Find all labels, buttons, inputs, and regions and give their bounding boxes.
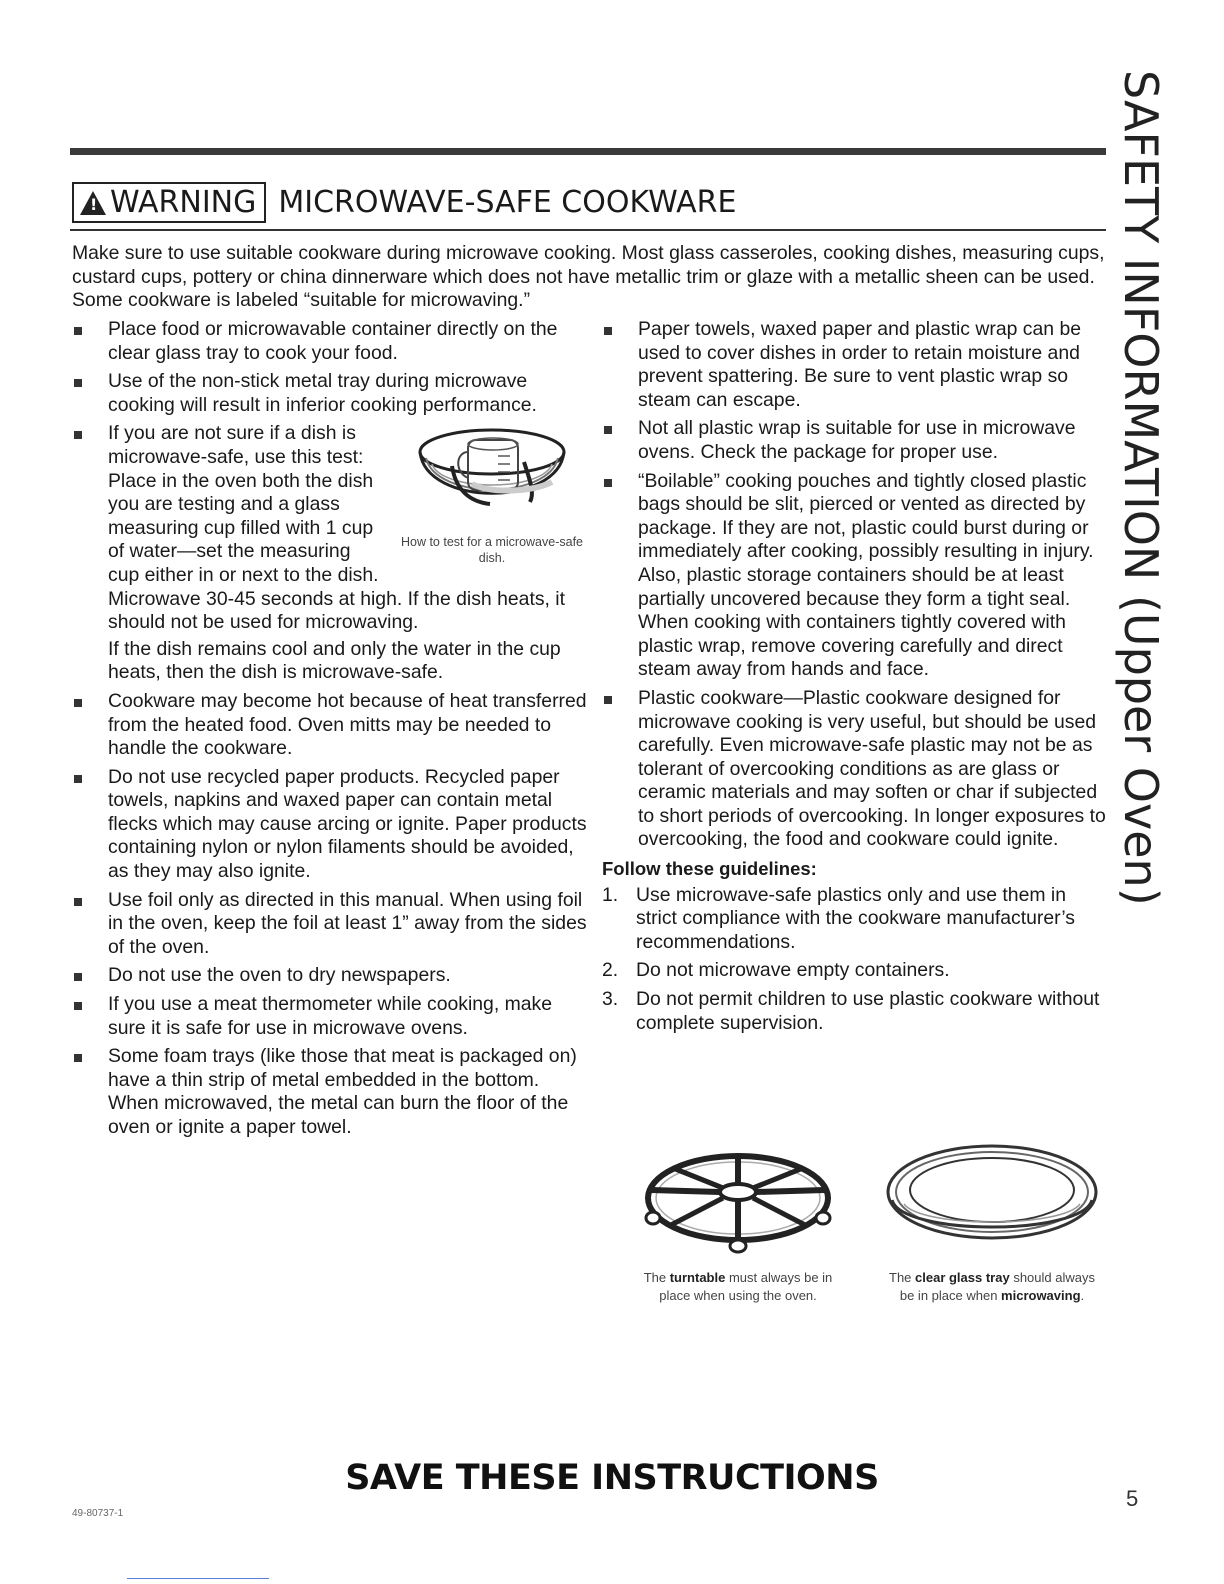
heading-rule: [70, 229, 1106, 231]
dish-test-followup: If the dish remains cool and only the water in the cup heats, then the dish is microwave-safe.: [108, 637, 561, 684]
list-item: Use of the non-stick metal tray during microwave cooking will result in inferior cooking performance.: [72, 370, 592, 417]
bowl-measuring-cup-illustration: [412, 422, 572, 534]
list-item: “Boilable” cooking pouches and tightly closed plastic bags should be slit, pierced or vented as directed by package. If they are not, plastic could burst during or immediately after cooking, possibly resulting in injury. Also, plastic storage containers should be at least partially uncovered because they form a tight seal. When cooking with containers tightly covered with plastic wrap, remove covering carefully and direct steam away from hands and face.: [602, 470, 1112, 682]
page-number: 5: [1126, 1486, 1139, 1511]
list-item: Some foam trays (like those that meat is packaged on) have a thin strip of metal embedded in the bottom. When microwaved, the metal can burn the floor of the oven or ignite a paper towel.: [72, 1045, 592, 1139]
glass-tray-illustration: [882, 1140, 1102, 1260]
list-item: If you use a meat thermometer while cooking, make sure it is safe for use in microwave ovens.: [72, 993, 592, 1040]
list-item: Do not use the oven to dry newspapers.: [72, 964, 592, 988]
list-item: Place food or microwavable container directly on the clear glass tray to cook your food.: [72, 318, 592, 365]
side-tab-label: SAFETY INFORMATION (Upper Oven): [1114, 70, 1168, 906]
guideline-number: 3.: [602, 988, 619, 1011]
page-title: MICROWAVE-SAFE COOKWARE: [278, 184, 737, 220]
guideline-text: Do not microwave empty containers.: [636, 959, 950, 982]
dish-test-text: If you are not sure if a dish is microwave-safe, use this test: Place in the oven both the dish you are testing and a glass measuring cup filled with 1 cup of water—set the measuring cup either in or next to the dish. Microwave 30-45 seconds at high. If the dish heats, it should not be used for microwaving.: [108, 422, 566, 634]
glass-tray-caption: [882, 1269, 1102, 1305]
save-instructions-banner: SAVE THESE INSTRUCTIONS: [345, 1458, 879, 1498]
guideline-text: Do not permit children to use plastic cookware without complete supervision.: [636, 988, 1100, 1034]
tray-caption-mid: should always be in place when: [899, 1270, 1095, 1303]
guideline-item: [602, 884, 1112, 955]
tray-caption-bold: clear glass tray: [915, 1270, 1010, 1285]
bowl-figure: [392, 422, 592, 566]
warning-label-box: [72, 182, 266, 223]
warning-label: WARNING: [110, 185, 257, 220]
list-item: Use foil only as directed in this manual. When using foil in the oven, keep the foil at least 1” away from the sides of the oven.: [72, 889, 592, 960]
turntable-caption-pre: The: [643, 1270, 670, 1285]
scan-artifact-line: [127, 1578, 269, 1579]
list-item: Cookware may become hot because of heat transferred from the heated food. Oven mitts may be needed to handle the cookware.: [72, 690, 592, 761]
tray-caption-post: .: [1080, 1288, 1085, 1303]
turntable-caption-post: must always be in place when using the oven.: [659, 1270, 833, 1303]
warning-triangle-icon: [80, 191, 106, 215]
left-column: [72, 318, 592, 1145]
document-number: 49-80737-1: [72, 1508, 124, 1519]
list-item: Paper towels, waxed paper and plastic wrap can be used to cover dishes in order to retain moisture and prevent spattering. Be sure to vent plastic wrap so steam can escape.: [602, 318, 1112, 412]
turntable-figure: [628, 1148, 848, 1305]
bowl-caption: How to test for a microwave-safe dish.: [400, 535, 583, 566]
top-rule: [70, 148, 1106, 155]
right-column: [602, 318, 1112, 1040]
glass-tray-figure: [882, 1140, 1102, 1305]
turntable-illustration: [633, 1148, 843, 1260]
guideline-item: [602, 988, 1112, 1035]
guideline-number: 2.: [602, 959, 619, 982]
tray-caption-bold2: microwaving: [1001, 1288, 1081, 1303]
intro-paragraph: Make sure to use suitable cookware during microwave cooking. Most glass casseroles, cooking dishes, measuring cups, custard cups, pottery or china dinnerware which does not have metallic trim or glaze with a metallic sheen can be used. Some cookware is labeled “suitable for microwaving.”: [72, 242, 1105, 311]
guideline-text: Use microwave-safe plastics only and use them in strict compliance with the cookware manufacturer’s recommendations.: [636, 883, 1075, 953]
guideline-item: [602, 959, 1112, 983]
list-item: Do not use recycled paper products. Recycled paper towels, napkins and waxed paper can contain metal flecks which may cause arcing or ignite. Paper products containing nylon or nylon filaments should be avoided, as they may also ignite.: [72, 766, 592, 884]
section-heading: [72, 180, 736, 224]
section-side-tab: [1106, 70, 1184, 906]
list-item: Plastic cookware—Plastic cookware designed for microwave cooking is very useful, but should be used carefully. Even microwave-safe plastic may not be as tolerant of overcooking conditions as are glass or ceramic materials and may soften or char if subjected to short periods of overcooking. In longer exposures to overcooking, the food and cookware could ignite.: [602, 687, 1112, 852]
list-item-dish-test: [72, 422, 592, 685]
guideline-number: 1.: [602, 883, 619, 906]
list-item: Not all plastic wrap is suitable for use in microwave ovens. Check the package for proper use.: [602, 417, 1112, 464]
tray-caption-pre: The: [889, 1270, 916, 1285]
turntable-caption: [628, 1269, 848, 1305]
guidelines-heading: Follow these guidelines:: [602, 858, 817, 880]
turntable-caption-bold: turntable: [669, 1270, 726, 1285]
